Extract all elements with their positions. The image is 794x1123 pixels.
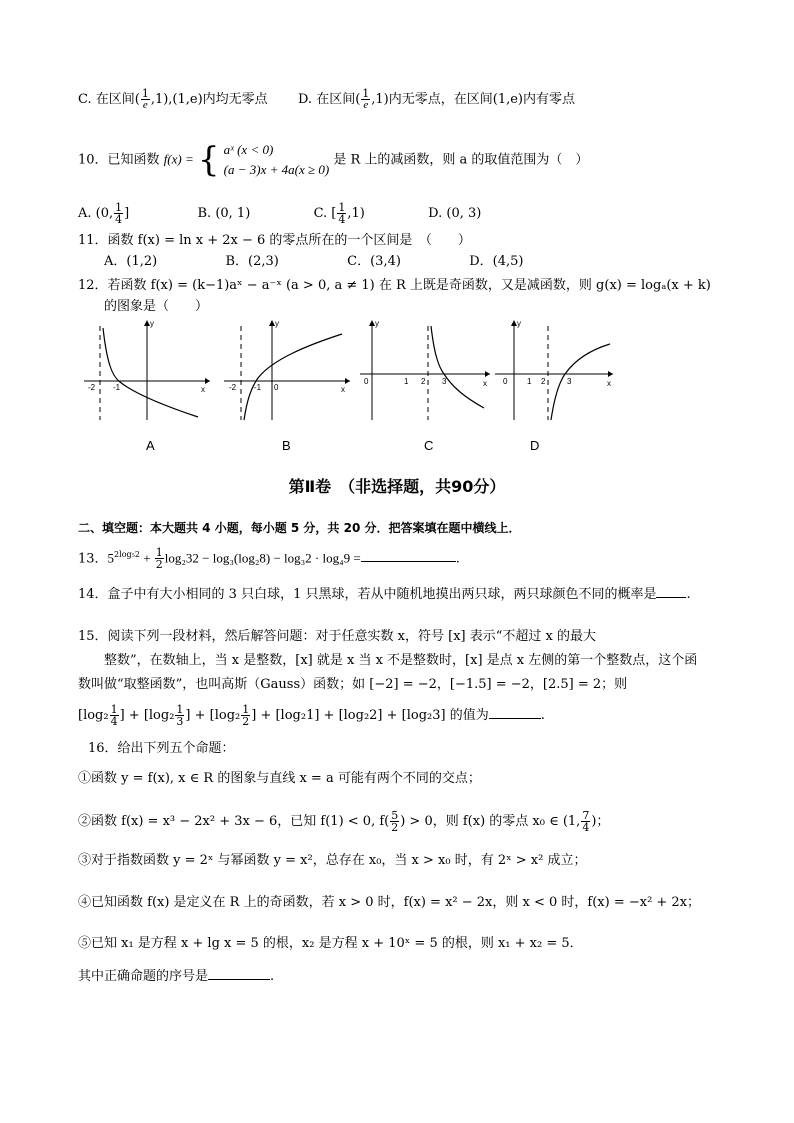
section-title: 第Ⅱ卷 （非选择题，共90分） bbox=[288, 477, 506, 496]
q10-question bbox=[78, 140, 588, 180]
graph-a-tick-neg1: -1 bbox=[113, 383, 121, 392]
graph-a-y-label: y bbox=[150, 319, 154, 328]
q9-option-d-prefix: D. 在区间( bbox=[297, 92, 361, 107]
graph-d-tick-0: 0 bbox=[503, 377, 508, 386]
graph-c-tick-3: 3 bbox=[442, 377, 447, 386]
q15-answer-blank[interactable] bbox=[489, 718, 541, 719]
q10-case2: (a − 3)x + 4a(x ≥ 0) bbox=[223, 162, 330, 177]
q10-fx: f(x) = bbox=[163, 151, 194, 167]
q16-intro: 16．给出下列五个命题： bbox=[88, 741, 235, 756]
graph-a-tick-neg2: -2 bbox=[88, 383, 96, 392]
q10-suffix: 是 R 上的减函数，则 a 的取值范围为（ ） bbox=[333, 152, 589, 168]
graph-d-label: D bbox=[530, 438, 540, 453]
graph-b-tick-0: 0 bbox=[274, 383, 279, 392]
graph-b bbox=[224, 319, 350, 420]
q14-answer-blank[interactable] bbox=[656, 597, 686, 598]
graph-d-tick-3: 3 bbox=[567, 377, 572, 386]
q10-cases bbox=[224, 140, 330, 180]
graph-b-x-arrow bbox=[345, 378, 350, 384]
graph-c bbox=[360, 319, 490, 420]
q11-option-a: A．(1,2) bbox=[104, 254, 158, 269]
q9-option-c-suffix: ,1),(1,e)内均无零点 bbox=[150, 92, 268, 107]
q16-answer-line: 其中正确命题的序号是 . bbox=[78, 969, 275, 984]
q16-proposition-4: ④已知函数 f(x) 是定义在 R 上的奇函数，若 x > 0 时，f(x) = x² − 2x，则 x < 0 时，f(x) = −x² + 2x； bbox=[78, 895, 701, 910]
q11-option-b: B．(2,3) bbox=[225, 254, 279, 269]
q12-question: 12．若函数 f(x) = (k−1)aˣ − a⁻ˣ (a > 0, a ≠ 1) 在 R 上既是奇函数，又是减函数，则 g(x) = logₐ(x + k) bbox=[78, 278, 711, 293]
q10-brace: { bbox=[197, 140, 220, 180]
graph-a-label: A bbox=[146, 438, 155, 453]
q11-question: 11．函数 f(x) = ln x + 2x − 6 的零点所在的一个区间是 （ ） bbox=[78, 233, 471, 248]
graph-c-x-label: x bbox=[483, 379, 487, 388]
q10-case1: aˣ (x < 0) bbox=[223, 142, 274, 157]
graph-a-x-label: x bbox=[201, 385, 205, 394]
graph-d-y-label: y bbox=[517, 319, 521, 328]
q16-proposition-2: ②函数 f(x) = x³ − 2x² + 3x − 6，已知 f(1) < 0, f( $\frac{5}{2}$ ) > 0，则 f(x) 的零点 x₀ ∈ (1, $\frac{7}{4}$ )； bbox=[78, 809, 610, 834]
q13-number: 13． bbox=[78, 551, 108, 567]
q12-question-cont: 的图象是（ ） bbox=[104, 299, 209, 314]
q13-answer-blank[interactable] bbox=[361, 561, 456, 562]
graph-d-x-arrow bbox=[608, 371, 613, 377]
graph-c-tick-1: 1 bbox=[404, 377, 409, 386]
graph-c-tick-2: 2 bbox=[421, 377, 426, 386]
q11-option-d: D．(4,5) bbox=[469, 254, 524, 269]
q10-prefix: 10．已知函数 bbox=[78, 152, 160, 168]
q13-question: 13．$5^{2log_52}$ + $\frac{1}{2}$ log₂32 − log₃(log₂8) − log₃2 · log₄9 = . bbox=[78, 546, 460, 572]
graph-c-y-label: y bbox=[375, 319, 379, 328]
q15-line4: [log₂ $\frac{1}{4}$ ] + [log₂ $\frac{1}{3}$ ] + [log₂ $\frac{1}{2}$ ] + [log₂1] + [log₂2] + [log₂3] 的值为 . bbox=[78, 703, 545, 728]
section-instructions: 二、填空题：本大题共 4 小题，每小题 5 分，共 20 分．把答案填在题中横线上． bbox=[78, 521, 521, 535]
graph-b-label: B bbox=[282, 438, 291, 453]
q13-fraction: $\frac{1}{2}$ bbox=[155, 546, 163, 572]
graph-d bbox=[495, 319, 613, 420]
graph-c-curve bbox=[431, 326, 484, 408]
graph-d-tick-2: 2 bbox=[541, 377, 546, 386]
graph-b-tick-neg2: -2 bbox=[229, 383, 237, 392]
graph-a bbox=[84, 319, 210, 420]
q10-option-c-fraction: $\frac{1}{4}$ bbox=[338, 201, 346, 226]
q16-proposition-1: ①函数 y = f(x), x ∈ R 的图象与直线 x = a 可能有两个不同的交点； bbox=[78, 771, 481, 786]
graph-b-tick-neg1: -1 bbox=[254, 383, 262, 392]
graph-b-x-label: x bbox=[341, 385, 345, 394]
q12-graphs bbox=[80, 318, 620, 428]
q15-line3: 数叫做“取整函数”，也叫高斯（Gauss）函数；如 [−2] = −2，[−1.5] = −2，[2.5] = 2；则 bbox=[78, 677, 628, 692]
q16-answer-blank[interactable] bbox=[208, 979, 270, 980]
q16-proposition-5: ⑤已知 x₁ 是方程 x + lg x = 5 的根，x₂ 是方程 x + 10ˣ = 5 的根，则 x₁ + x₂ = 5． bbox=[78, 936, 583, 951]
q9-option-d-suffix: ,1)内无零点，在区间(1,e)内有零点 bbox=[371, 92, 575, 107]
q10-option-b: B. (0, 1) bbox=[197, 206, 251, 221]
graph-a-x-arrow bbox=[205, 378, 210, 384]
q10-option-c: C. [ bbox=[313, 206, 337, 221]
graph-a-curve bbox=[103, 328, 198, 417]
graph-d-curve bbox=[551, 344, 610, 420]
q10-option-a: A. (0, bbox=[78, 206, 114, 221]
graph-d-x-label: x bbox=[607, 379, 611, 388]
q13-exponent: 2log₅2 bbox=[114, 550, 140, 559]
q9-option-c-fraction: $\frac{1}{e}$ bbox=[141, 87, 149, 111]
q11-option-c: C．(3,4) bbox=[347, 254, 401, 269]
q13-expression: log₂32 − log₃(log₂8) − log₃2 · log₄9 = bbox=[164, 550, 361, 566]
graph-b-curve bbox=[244, 334, 342, 420]
graph-c-x-arrow bbox=[485, 371, 490, 377]
q10-option-d: D. (0, 3) bbox=[428, 206, 482, 221]
q10-options: A. (0, $\frac{1}{4}$ ] B. (0, 1) C. [ $\frac{1}{4}$ ,1) D. (0, 3) bbox=[78, 201, 482, 226]
q16-proposition-3: ③对于指数函数 y = 2ˣ 与幂函数 y = x²，总存在 x₀，当 x > x₀ 时，有 2ˣ > x² 成立； bbox=[78, 853, 587, 868]
q9-option-c-prefix: C. 在区间( bbox=[78, 92, 140, 107]
q14-question: 14．盒子中有大小相同的 3 只白球，1 只黑球，若从中随机地摸出两只球，两只球颜色不同的概率是 . bbox=[78, 587, 691, 602]
graph-b-y-label: y bbox=[275, 319, 279, 328]
q10-option-a-fraction: $\frac{1}{4}$ bbox=[115, 201, 123, 226]
graph-c-label: C bbox=[424, 438, 434, 453]
graph-c-tick-0: 0 bbox=[364, 377, 369, 386]
q15-line1: 15．阅读下列一段材料，然后解答问题：对于任意实数 x，符号 [x] 表示“不超过 x 的最大 bbox=[78, 629, 596, 644]
q9-option-d-fraction: $\frac{1}{e}$ bbox=[362, 87, 370, 111]
q9-options bbox=[78, 88, 575, 111]
graph-d-tick-1: 1 bbox=[527, 377, 532, 386]
q15-line2: 整数”，在数轴上，当 x 是整数，[x] 就是 x 当 x 不是整数时，[x] 是点 x 左侧的第一个整数点，这个函 bbox=[104, 653, 698, 668]
q11-options bbox=[104, 253, 523, 271]
